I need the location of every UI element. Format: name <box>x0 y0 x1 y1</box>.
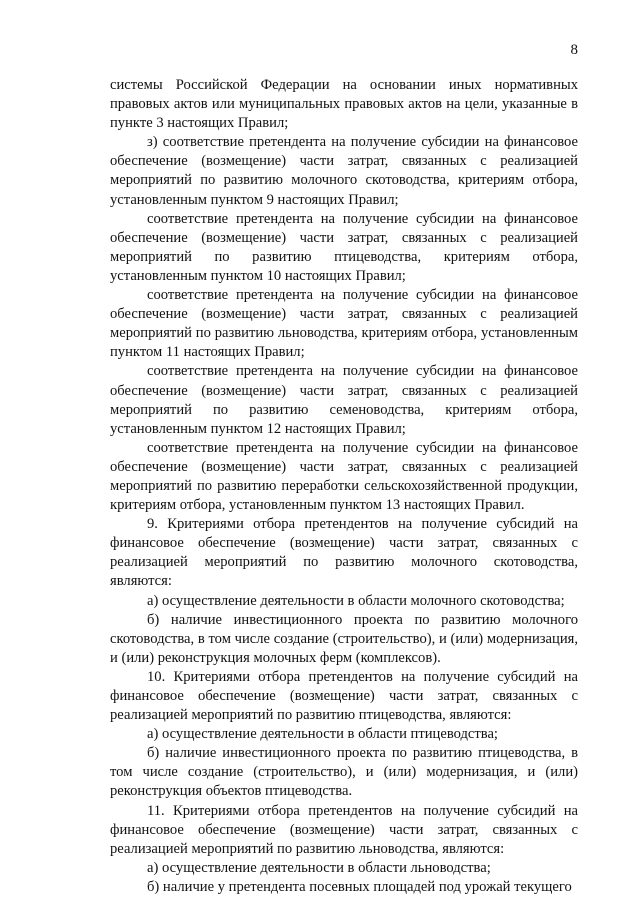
paragraph-section-9-item-b: б) наличие инвестиционного проекта по развитию молочного скотоводства, в том числе создание (строительство), и (или) модернизация, и (или) реконструкция молочных ферм (комплексов). <box>110 611 578 666</box>
paragraph-section-11-item-b: б) наличие у претендента посевных площадей под урожай текущего <box>147 878 572 895</box>
paragraph-criteria-flax-compliance: соответствие претендента на получение субсидии на финансовое обеспечение (возмещение) части затрат, связанных с реализацией мероприятий по развитию льноводства, критериям отбора, установленным пунктом 11 настоящих Правил; <box>110 287 578 361</box>
paragraph-section-11-item-a: а) осуществление деятельности в области льноводства; <box>147 859 491 876</box>
paragraph-section-10-item-a: а) осуществление деятельности в области птицеводства; <box>147 726 498 743</box>
paragraph-section-10-item-b: б) наличие инвестиционного проекта по развитию птицеводства, в том числе создание (строительство), и (или) модернизация, и (или) реконструкция объектов птицеводства. <box>110 745 578 800</box>
paragraph-criteria-dairy-compliance: з) соответствие претендента на получение субсидии на финансовое обеспечение (возмещение) части затрат, связанных с реализацией мероприятий по развитию молочного скотоводства, критериям отбора, установленным пунктом 9 настоящих Правил; <box>110 134 578 208</box>
paragraph-criteria-processing-compliance: соответствие претендента на получение субсидии на финансовое обеспечение (возмещение) части затрат, связанных с реализацией мероприятий по развитию переработки сельскохозяйственной продукции, критериям отбора, установленным пунктом 13 настоящих Правил. <box>110 439 578 514</box>
paragraph-section-9-item-a: а) осуществление деятельности в области молочного скотоводства; <box>147 592 565 609</box>
page-number: 8 <box>570 42 578 58</box>
paragraph-section-9: 9. Критериями отбора претендентов на получение субсидий на финансовое обеспечение (возмещение) части затрат, связанных с реализацией мероприятий по развитию молочного скотоводства, являются: <box>110 516 578 590</box>
paragraph-continuation: системы Российской Федерации на основании иных нормативных правовых актов или муниципальных правовых актов на цели, указанные в пункте 3 настоящих Правил; <box>110 77 578 132</box>
document-body <box>110 76 578 897</box>
paragraph-section-11: 11. Критериями отбора претендентов на получение субсидий на финансовое обеспечение (возмещение) части затрат, связанных с реализацией мероприятий по развитию льноводства, являются: <box>110 802 578 857</box>
paragraph-criteria-seed-compliance: соответствие претендента на получение субсидии на финансовое обеспечение (возмещение) части затрат, связанных с реализацией мероприятий по развитию семеноводства, критериям отбора, установленным пунктом 12 настоящих Правил; <box>110 363 578 437</box>
paragraph-section-10: 10. Критериями отбора претендентов на получение субсидий на финансовое обеспечение (возмещение) части затрат, связанных с реализацией мероприятий по развитию птицеводства, являются: <box>110 668 578 724</box>
paragraph-criteria-poultry-compliance: соответствие претендента на получение субсидии на финансовое обеспечение (возмещение) части затрат, связанных с реализацией мероприятий по развитию птицеводства, критериям отбора, установленным пунктом 10 настоящих Правил; <box>110 210 578 284</box>
